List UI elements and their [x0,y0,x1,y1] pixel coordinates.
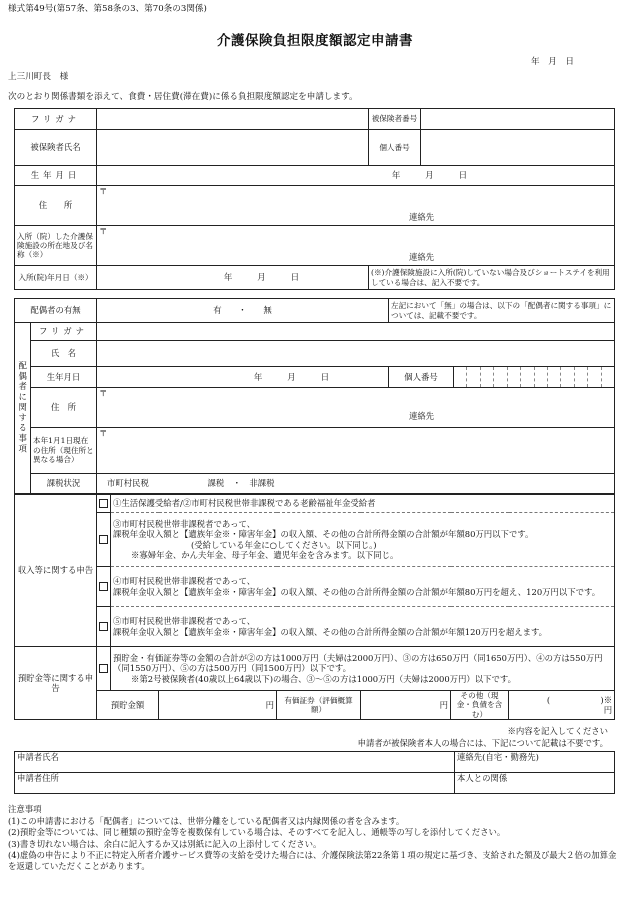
postal-mark: 〒 [99,186,108,196]
income-option-4-line2: 課税年金収入額と【遺族年金※・障害年金】の収入額、その他の合計所得金額の合計額が年額80万円を超え、120万円以下です。 [113,586,601,597]
income-option-1-checkbox[interactable] [97,495,111,513]
other-assets-label: その他（現金・負債を含む） [451,691,509,720]
applicant-address-field[interactable] [15,773,455,794]
spouse-presence-note: 左記において「無」の場合は、以下の「配偶者に関する事項」については、記載不要です。 [389,299,615,323]
note-4: (4)虚偽の申告により不正に特定入所者介護サービス費等の支給を受けた場合には、介護保険法第22条第１項の規定に基づき、支給された額及び最大２倍の加算金を返還していただくことがあります。 [8,850,617,871]
applicant-note-2: 申請者が被保険者本人の場合には、下記について記載は不要です。 [357,738,608,748]
savings-label: 預貯金等に関する申告 [15,647,97,720]
deposit-yen: 円 [265,699,274,710]
birthdate-label: 生年月日 [15,166,97,186]
page-title: 介護保険負担限度額認定申請書 [217,33,413,49]
spouse-personal-number[interactable] [389,367,615,388]
spouse-tax-status-label: 課税状況 [31,474,97,494]
savings-checkbox[interactable] [97,647,111,691]
form-number: 様式第49号(第57条、第58条の3、第70条の3関係) [8,4,207,14]
admission-note: (※)介護保険施設に入所(院)していない場合及びショートステイを利用している場合は、記入不要です。 [369,266,615,290]
applicant-table [14,751,615,794]
spouse-name-label: 氏 名 [31,341,97,367]
insured-name-field[interactable] [97,130,369,166]
income-option-3-line4: ※寡婦年金、かん夫年金、母子年金、遺児年金を含みます。以下同じ。 [131,550,399,560]
insured-table [14,108,615,290]
insured-name-label: 被保険者氏名 [15,130,97,166]
facility-field[interactable] [97,226,615,266]
admission-date-label: 入所(院)年月日（※） [15,266,97,290]
spouse-name-field[interactable] [97,341,615,367]
income-option-3-line2: 課税年金収入額と【遺族年金※・障害年金】の収入額、その他の合計所得金額の合計額が年額80万円以下です。 [113,529,534,539]
notes-title: 注意事項 [8,804,42,814]
other-assets-paren: ( )※ [546,695,613,706]
application-date: 年 月 日 [531,57,574,67]
income-option-5-line1: ⑤市町村民税世帯非課税者であって、 [113,616,256,626]
note-2: (2)預貯金等については、同じ種類の預貯金等を複数保有している場合は、そのすべてを記入し、通帳等の写しを添付してください。 [8,827,506,837]
other-assets-field[interactable] [509,691,615,720]
spouse-address-field[interactable] [97,388,615,428]
birthdate-field[interactable]: 年 月 日 [97,166,615,186]
spouse-table [14,298,615,494]
securities-yen: 円 [439,699,448,710]
spouse-postal-mark: 〒 [99,388,108,398]
admission-date-field[interactable]: 年 月 日 [97,266,369,290]
income-option-5 [111,607,615,647]
spouse-section-label: 配偶者に関する事項 [15,323,31,494]
address-label: 住 所 [15,186,97,226]
other-assets-yen: 円 [603,705,613,716]
securities-label: 有価証券（評価概算額） [277,691,361,720]
deposit-label: 預貯金額 [97,691,159,720]
income-option-3 [111,513,615,567]
income-option-5-checkbox[interactable] [97,607,111,647]
applicant-address-label: 申請者住所 [17,773,59,783]
securities-field[interactable] [361,691,451,720]
spouse-address-label: 住 所 [31,388,97,428]
income-label: 収入等に関する申告 [15,495,97,647]
applicant-contact-field[interactable] [455,752,615,773]
spouse-jan-address-label: 本年1月1日現在の住所（現住所と異なる場合） [31,428,97,474]
applicant-relation-label: 本人との関係 [457,773,508,783]
spouse-jan-postal-mark: 〒 [99,428,108,438]
address-field[interactable] [97,186,615,226]
income-option-5-line2: 課税年金収入額と【遺族年金※・障害年金】の収入額、その他の合計所得金額の合計額が年額120万円を超えます。 [113,626,548,637]
note-1: (1)この申請書における「配偶者」については、世帯分離をしている配偶者又は内縁関係の者を含みます。 [8,815,405,826]
spouse-furigana-label: フリガナ [31,323,97,341]
insured-number-boxes[interactable] [421,109,615,130]
furigana-field[interactable] [97,109,369,130]
addressee: 上三川町長 様 [8,72,69,82]
facility-postal-mark: 〒 [99,226,108,236]
spouse-birthdate-field[interactable]: 年 月 日 [97,367,389,388]
applicant-name-field[interactable] [15,752,455,773]
income-option-4-line1: ④市町村民税世帯非課税者であって、 [113,576,256,586]
spouse-presence-field[interactable]: 有 ・ 無 [97,299,389,323]
notes-section [8,803,620,872]
income-option-4 [111,567,615,607]
deposit-field[interactable] [159,691,277,720]
income-option-3-line3: (受給している年金に○してください。以下同じ。) [191,539,377,550]
applicant-note-1: ※内容を記入してください [507,726,608,736]
note-3: (3)書き切れない場合は、余白に記入するか又は別紙に記入の上添付してください。 [8,838,322,849]
applicant-contact-label: 連絡先(自宅・勤務先) [457,752,539,762]
spouse-contact-label: 連絡先 [409,410,435,421]
income-option-3-line1: ③市町村民税世帯非課税者であって、 [113,518,256,529]
spouse-presence-label: 配偶者の有無 [15,299,97,323]
savings-description-1: 預貯金・有価証券等の金額の合計が②の方は1000万円（夫婦は2000万円）、③の方は650万円（同1650万円）、④の方は550万円（同1550万円）、⑤の方は500万円（同1500万円）以下です。 [113,652,603,674]
savings-description-2: ※第2号被保険者(40歳以上64歳以下)の場合、③～⑤の方は1000万円（夫婦は2000万円）以下です。 [131,673,517,684]
applicant-name-label: 申請者氏名 [17,752,59,762]
facility-contact-label: 連絡先 [409,251,435,262]
spouse-personal-number-label: 個人番号 [389,367,454,387]
income-option-1: ①生活保護受給者/②市町村民税世帯非課税である老齢福祉年金受給者 [111,495,615,513]
income-option-3-checkbox[interactable] [97,513,111,567]
spouse-furigana-field[interactable] [97,323,615,341]
contact-label: 連絡先 [409,211,435,222]
spouse-birthdate-label: 生年月日 [31,367,97,388]
spouse-jan-address-field[interactable] [97,428,615,474]
personal-number-label: 個人番号 [369,130,421,166]
income-option-4-checkbox[interactable] [97,567,111,607]
furigana-label: フリガナ [15,109,97,130]
income-table [14,494,615,720]
intro-text: 次のとおり関係書類を添えて、食費・居住費(滞在費)に係る負担限度額認定を申請します。 [8,92,358,102]
facility-label: 入所（院）した介護保険施設の所在地及び名称（※） [15,226,97,266]
savings-description [111,647,615,691]
insured-number-label: 被保険者番号 [369,109,421,130]
spouse-tax-status-field[interactable]: 市町村民税 課税 ・ 非課税 [97,474,615,494]
personal-number-boxes[interactable] [421,130,615,166]
applicant-relation-field[interactable] [455,773,615,794]
